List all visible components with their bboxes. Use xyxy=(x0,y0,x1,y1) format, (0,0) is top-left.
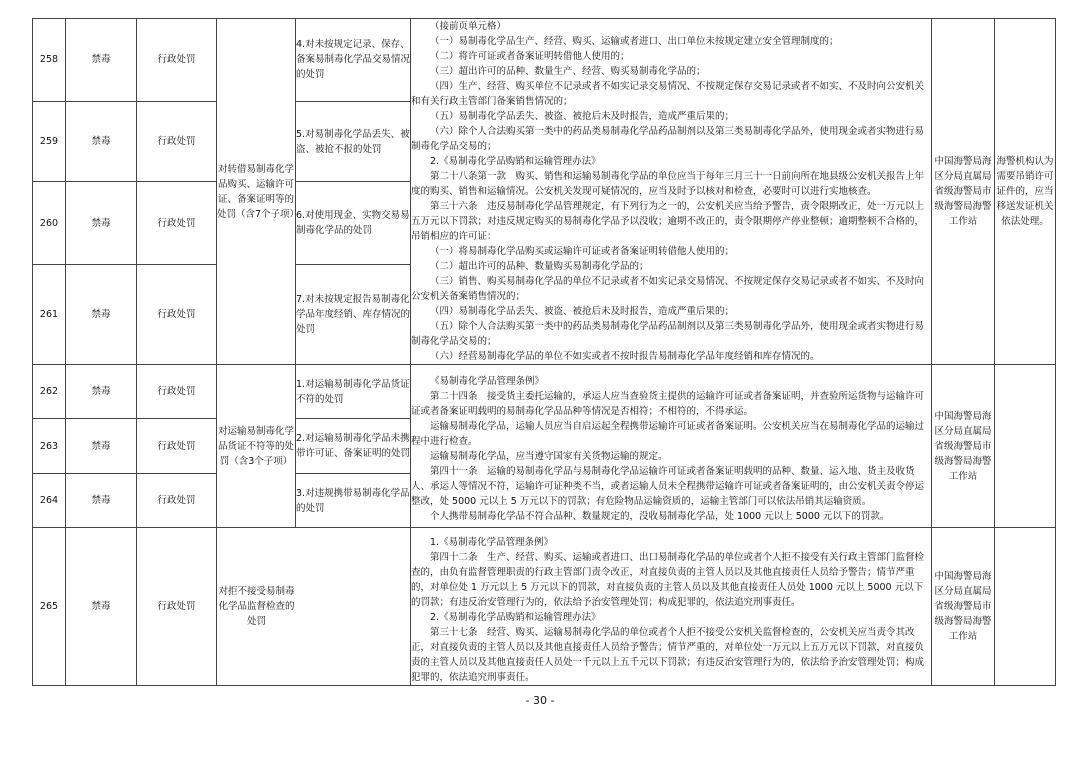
basis-line: （一）将易制毒化学品购买或运输许可证或者备案证明转借他人使用的； xyxy=(430,246,735,257)
sub-item-cell: 7.对未按规定报告易制毒化学品年度经销、库存情况的处罚 xyxy=(296,265,411,365)
basis-line: （五）易制毒化学品丢失、被盗、被抢后未及时报告，造成严重后果的； xyxy=(430,111,735,122)
item-text: 对拒不接受易制毒化学品监督检查的处罚 xyxy=(218,586,295,627)
basis-line: 第四十一条 运输的易制毒化学品与易制毒化学品运输许可证或者备案证明载明的品种、数量、运入地、货主及收货人、承运人等情况不符，运输许可证种类不当，或者运输人员未全程携带运输许可证或者备案证明的，由公安机关责令停运整改，处 5000 元以上 5 万元以下的罚款；有危险物品运输资质的，运输主管部门可以依法吊销其运输资质。 xyxy=(411,465,925,507)
sub-item-cell: 3.对违规携带易制毒化学品的处罚 xyxy=(296,474,411,528)
category-cell: 禁毒 xyxy=(66,182,137,265)
category-cell: 禁毒 xyxy=(66,419,137,474)
sub-item-cell: 6.对使用现金、实物交易易制毒化学品的处罚 xyxy=(296,182,411,265)
basis-line: 个人携带易制毒化学品不符合品种、数量规定的，没收易制毒化学品，处 1000 元以上 5000 元以下的罚款。 xyxy=(430,510,890,522)
legal-basis-cell xyxy=(411,19,932,365)
note-cell xyxy=(995,365,1056,528)
department-cell: 中国海警局海区分局直属局省级海警局市级海警局海警工作站 xyxy=(932,365,995,528)
type-cell: 行政处罚 xyxy=(137,419,217,474)
type-cell: 行政处罚 xyxy=(137,365,217,419)
basis-line: （二）超出许可的品种、数量购买易制毒化学品的； xyxy=(430,261,649,272)
row-number: 263 xyxy=(33,419,66,474)
basis-line: 2.《易制毒化学品购销和运输管理办法》 xyxy=(430,611,601,623)
item-cell: 对转借易制毒化学品购买、运输许可证、备案证明等的处罚（含7个子项） xyxy=(217,19,296,365)
note-cell xyxy=(995,528,1056,686)
row-number: 262 xyxy=(33,365,66,419)
basis-line: （五）除个人合法购买第一类中的药品类易制毒化学品药品制剂以及第三类易制毒化学品外，使用现金或者实物进行易制毒化学品交易的； xyxy=(411,321,925,347)
basis-line: 第二十四条 接受货主委托运输的，承运人应当查验货主提供的运输许可证或者备案证明，并查验所运货物与运输许可证或者备案证明载明的易制毒化学品品种等情况是否相符；不相符的，不得承运。 xyxy=(411,390,925,417)
sub-item-cell: 1.对运输易制毒化学品货证不符的处罚 xyxy=(296,365,411,419)
basis-line: 《易制毒化学品管理条例》 xyxy=(430,375,545,387)
basis-line: （接前页单元格） xyxy=(430,21,507,32)
category-cell: 禁毒 xyxy=(66,528,137,686)
row-number: 260 xyxy=(33,182,66,265)
sub-item-cell: 4.对未按规定记录、保存、备案易制毒化学品交易情况的处罚 xyxy=(296,19,411,102)
category-cell: 禁毒 xyxy=(66,474,137,528)
basis-line: 运输易制毒化学品，运输人员应当自启运起全程携带运输许可证或者备案证明。公安机关应当在易制毒化学品的运输过程中进行检查。 xyxy=(411,420,925,447)
basis-line: 2.《易制毒化学品购销和运输管理办法》 xyxy=(430,156,601,167)
basis-line: （三）销售、购买易制毒化学品的单位不记录或者不如实记录交易情况、不按规定保存交易记录或者不如实、不及时向公安机关备案销售情况的； xyxy=(411,276,925,302)
legal-basis-cell xyxy=(411,365,932,528)
department-cell: 中国海警局海区分局直属局省级海警局市级海警局海警工作站 xyxy=(932,528,995,686)
basis-line: （三）超出许可的品种、数量生产、经营、购买易制毒化学品的； xyxy=(430,66,706,77)
page-number: - 30 - xyxy=(525,694,555,707)
type-cell: 行政处罚 xyxy=(137,101,217,182)
basis-line: 第三十七条 经营、购买、运输易制毒化学品的单位或者个人拒不接受公安机关监督检查的，公安机关应当责令其改正，对直接负责的主管人员以及其他直接责任人员给予警告；情节严重的，对单位处一万元以上五万元以下罚款，对直接负责的主管人员以及其他直接责任人员处一千元以上五千元以下罚款；有违反治安管理行为的，依法给予治安管理处罚；构成犯罪的，依法追究刑事责任。 xyxy=(411,626,925,683)
type-cell: 行政处罚 xyxy=(137,19,217,102)
basis-line: （六）除个人合法购买第一类中的药品类易制毒化学品药品制剂以及第三类易制毒化学品外，使用现金或者实物进行易制毒化学品交易的； xyxy=(411,126,925,152)
basis-line: （四）易制毒化学品丢失、被盗、被抢后未及时报告，造成严重后果的； xyxy=(430,306,735,317)
row-number: 258 xyxy=(33,19,66,102)
table-row xyxy=(33,365,1056,419)
basis-line: （二）将许可证或者备案证明转借他人使用的； xyxy=(430,51,630,62)
table-row xyxy=(33,19,1056,102)
basis-line: 第二十八条第一款 购买、销售和运输易制毒化学品的单位应当于每年三月三十一日前向所在地县级公安机关报告上年度的购买、销售和运输情况。公安机关发现可疑情况的，应当及时予以核对和检查，必要时可以进行实地核查。 xyxy=(411,171,925,197)
type-cell: 行政处罚 xyxy=(137,474,217,528)
category-cell: 禁毒 xyxy=(66,19,137,102)
basis-line: （六）经营易制毒化学品的单位不如实或者不按时报告易制毒化学品年度经销和库存情况的。 xyxy=(430,351,820,362)
row-number: 264 xyxy=(33,474,66,528)
note-cell: 海警机构认为需要吊销许可证件的，应当移送发证机关依法处理。 xyxy=(995,19,1056,365)
row-number: 261 xyxy=(33,265,66,365)
basis-line: （一）易制毒化学品生产、经营、购买、运输或者进口、出口单位未按规定建立安全管理制度的； xyxy=(430,36,839,47)
basis-line: 第三十六条 违反易制毒化学品管理规定，有下列行为之一的，公安机关应当给予警告，责令限期改正，处一万元以上五万元以下罚款；对违反规定购买的易制毒化学品予以没收；逾期不改正的，责令限期停产停业整顿；逾期整顿不合格的，吊销相应的许可证： xyxy=(411,201,925,242)
item-cell xyxy=(217,528,411,686)
row-number: 265 xyxy=(33,528,66,686)
category-cell: 禁毒 xyxy=(66,365,137,419)
sub-item-cell: 2.对运输易制毒化学品未携带许可证、备案证明的处罚 xyxy=(296,419,411,474)
table-row xyxy=(33,528,1056,686)
basis-line: （四）生产、经营、购买单位不记录或者不如实记录交易情况、不按规定保存交易记录或者不如实、不及时向公安机关和有关行政主管部门备案销售情况的； xyxy=(411,81,925,107)
basis-line: 第四十二条 生产、经营、购买、运输或者进口、出口易制毒化学品的单位或者个人拒不接受有关行政主管部门监督检查的，由负有监督管理职责的行政主管部门责令改正，对直接负责的主管人员以及其他直接责任人员给予警告；情节严重的，对单位处 1 万元以上 5 万元以下的罚款，对直接负责的主管人员以及其他直接责任人员处 1000 元以上 5000 元以下的罚款；有违反治安管理行为的，依法给予治安管理处罚；构成犯罪的，依法追究刑事责任。 xyxy=(411,551,925,608)
legal-basis-cell xyxy=(411,528,932,686)
type-cell: 行政处罚 xyxy=(137,265,217,365)
basis-line: 运输易制毒化学品，应当遵守国家有关货物运输的规定。 xyxy=(430,450,668,462)
item-cell: 对运输易制毒化学品货证不符等的处罚（含3个子项） xyxy=(217,365,296,528)
department-cell: 中国海警局海区分局直属局省级海警局市级海警局海警工作站 xyxy=(932,19,995,365)
basis-line: 1.《易制毒化学品管理条例》 xyxy=(430,536,554,548)
type-cell: 行政处罚 xyxy=(137,182,217,265)
row-number: 259 xyxy=(33,101,66,182)
penalty-table xyxy=(32,18,1056,686)
type-cell: 行政处罚 xyxy=(137,528,217,686)
category-cell: 禁毒 xyxy=(66,265,137,365)
category-cell: 禁毒 xyxy=(66,101,137,182)
sub-item-cell: 5.对易制毒化学品丢失、被盗、被抢不报的处罚 xyxy=(296,101,411,182)
